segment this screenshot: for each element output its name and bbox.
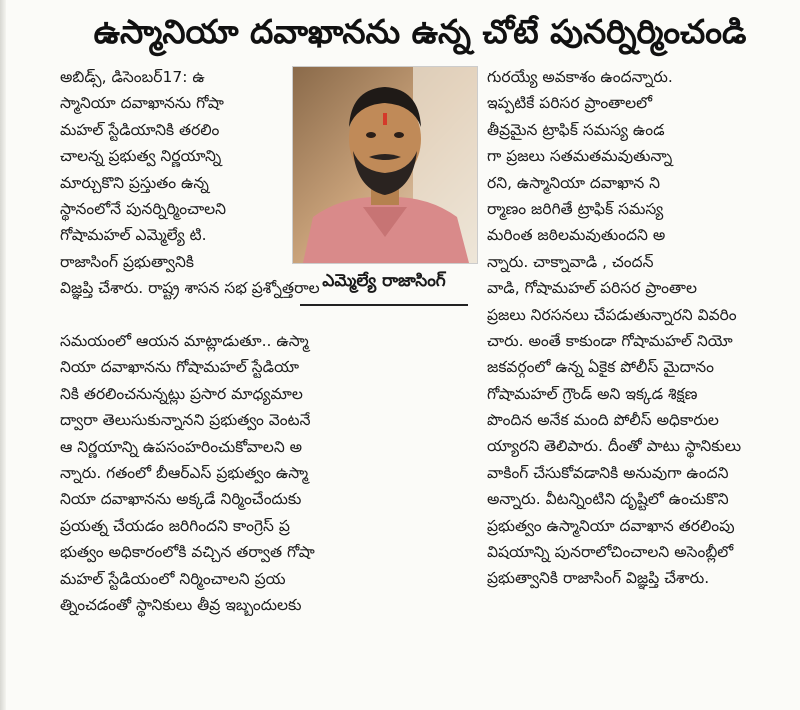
article-text-line: అన్నారు. వీటన్నింటిని దృష్టిలో ఉంచుకొని (487, 490, 729, 509)
article-text-line: ప్రయత్న చేయడం జరిగిందని కాంగ్రెస్ ప్ర (60, 516, 290, 535)
article-text-line: నియా దవాఖానను అక్కడే నిర్మించేందుకు (60, 490, 302, 509)
article-text-line: నియా దవాఖానను గోషామహల్ స్టేడియా (60, 358, 299, 377)
article-column-right (487, 64, 783, 592)
article-text-line: విషయాన్ని పునరాలోచించాలని అసెంబ్లీలో (487, 543, 734, 562)
article-column-left (60, 64, 320, 302)
article-text-line: భుత్వం అధికారంలోకి వచ్చిన తర్వాత గోషా (60, 543, 315, 562)
article-text-line: ప్రజలు నిరసనలు చేపడుతున్నారని వివరిం (487, 305, 737, 324)
article-text-line: ప్రభుత్వం ఉస్మానియా దవాఖాన తరలింపు (487, 516, 735, 535)
article-text-line: తీవ్రమైన ట్రాఫిక్ సమస్య ఉండ (487, 120, 665, 139)
article-text-line: ప్రభుత్వానికి రాజాసింగ్ విజ్ఞప్తి చేశారు. (487, 569, 710, 588)
article-text-line: చాలన్న ప్రభుత్వ నిర్ణయాన్ని (60, 147, 222, 166)
article-text-line: ద్వారా తెలుసుకున్నానని ప్రభుత్వం వెంటనే (60, 411, 311, 430)
article-text-line: నికి తరలించనున్నట్లు ప్రసార మాధ్యమాల (60, 384, 303, 403)
article-column-left-wide (60, 328, 392, 618)
article-text-line: స్మానియా దవాఖానను గోషా (60, 94, 224, 113)
article-text-line: న్నారు. గతంలో బీఆర్ఎస్ ప్రభుత్వం ఉస్మా (60, 463, 309, 482)
article-text-line: గా ప్రజలు సతమతమవుతున్నా (487, 147, 673, 166)
article-text-line: య్యారని తెలిపారు. దీంతో పాటు స్థానికులు (487, 437, 742, 456)
article-text-line: రని, ఉస్మానియా దవాఖాన ని (487, 173, 661, 192)
headline: ఉస్మానియా దవాఖానను ఉన్న చోటే పునర్నిర్మించండి (93, 12, 747, 51)
article-text-line: వాడి, గోషామహల్ పరిసర ప్రాంతాల (487, 279, 697, 298)
photo-mla-raja-singh (292, 66, 478, 264)
article-text-line: త్నించడంతో స్థానికులు తీవ్ర ఇబ్బందులకు (60, 595, 302, 614)
article-text-line: మహల్ స్టేడియానికి తరలిం (60, 120, 220, 139)
photo-caption: ఎమ్మెల్యే రాజాసింగ్ (300, 262, 468, 306)
article-text-line: గోషామహల్ గ్రౌండ్ అని ఇక్కడ శిక్షణ (487, 384, 698, 403)
paper-edge (0, 0, 6, 710)
article-text-line: అబిడ్స్, డిసెంబర్17: ఉ (60, 68, 205, 86)
article-text-line: జకవర్గంలో ఉన్న ఏకైక పోలీస్ మైదానం (487, 358, 715, 377)
article-text-line: పొందిన అనేక మంది పోలీస్ అధికారుల (487, 411, 719, 430)
article-text-line: మరింత జఠిలమవుతుందని అ (487, 226, 666, 245)
article-text-line: మహల్ స్టేడియంలో నిర్మించాలని ప్రయ (60, 569, 286, 588)
article-text-line: న్నారు. చాక్నావాడి , చందన్ (487, 252, 654, 271)
article-text-line: రాజాసింగ్ ప్రభుత్వానికి (60, 252, 194, 271)
article-text-line: వాకింగ్ చేసుకోవడానికి అనువుగా ఉందని (487, 463, 729, 482)
article-text-line: గురయ్యే అవకాశం ఉందన్నారు. (487, 68, 673, 86)
article-text-line: సమయంలో ఆయన మాట్లాడుతూ.. ఉస్మా (60, 332, 309, 350)
article-text-line: గోషామహల్ ఎమ్మెల్యే టి. (60, 226, 207, 245)
article-text-line: చారు. అంతే కాకుండా గోషామహల్ నియో (487, 331, 733, 350)
article-text-line: విజ్ఞప్తి చేశారు. రాష్ట్ర శాసన సభ ప్రశ్నోత్తరాల (60, 279, 320, 298)
article-text-line: ఇప్పటికే పరిసర ప్రాంతాలలో (487, 94, 653, 113)
article-text-line: ఆ నిర్ణయాన్ని ఉపసంహరించుకోవాలని అ (60, 437, 303, 456)
article-text-line: స్థానంలోనే పునర్నిర్మించాలని (60, 199, 227, 218)
article-text-line: ర్మాణం జరిగితే ట్రాఫిక్ సమస్య (487, 199, 664, 218)
article-text-line: మార్చుకొని ప్రస్తుతం ఉన్న (60, 173, 209, 192)
